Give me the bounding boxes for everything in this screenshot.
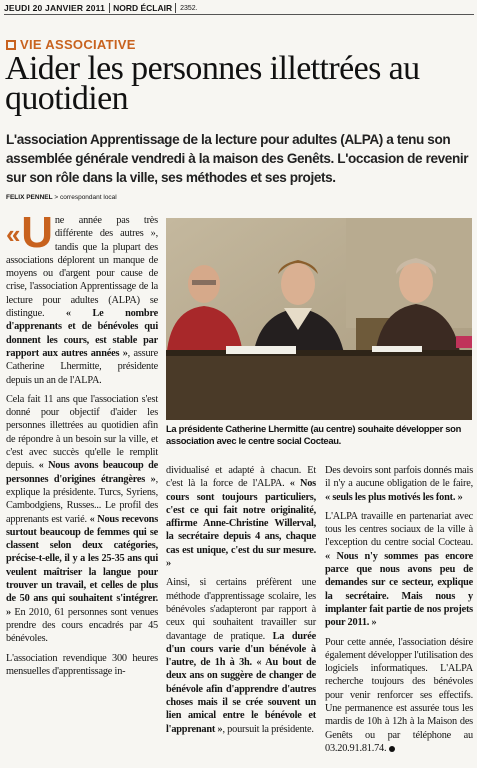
text-run: Pour cette année, l'association désire également développer l'utilisation des logiciels informatiques. L'ALPA recherche toujours des bénévoles pour venir renforcer ses effectifs. Une permanence est assurée tous les mardis de 10h à 12h à la Maison des Genêts ou par téléphone au 03.20.91.81.74. [325, 636, 473, 754]
paragraph-2 [6, 393, 158, 646]
article-photo [166, 218, 472, 420]
rubric-square-icon [6, 40, 16, 50]
paragraph-3: L'association revendique 300 heures mensuelles d'apprentissage in- [6, 652, 158, 677]
end-of-article-icon [389, 746, 395, 752]
quote-bold: « Nous n'y sommes pas encore parce que nous avons peu de demandes sur ce secteur, explique la secrétaire. Mais nous y implanter fait partie de nos projets pour 2011. » [325, 550, 473, 629]
text-run: Ainsi, si certains préfèrent une méthode d'apprentissage scolaire, les bénévoles s'adapteront par rapport à ceux qui souhaitent travailler sur davantage de pratique. [166, 577, 316, 642]
quote-bold: « Le nombre d'apprenants et de bénévoles qui donnent les cours, est stable par rapport aux autres années » [6, 308, 159, 359]
quote-bold: « seuls les plus motivés les font. » [325, 491, 463, 503]
article-column-2 [166, 464, 316, 742]
quote-bold: La durée d'un cours varie d'un bénévole à l'autre, de 1h à 3h. « Au bout de deux ans on suggère de changer de bénévole afin d'apprendre d'autres choses mais il se crée souvent un lien amical entre le bénévole et l'apprenant » [166, 630, 317, 735]
byline [6, 194, 117, 201]
paragraph-3 [325, 636, 473, 756]
text-run: , explique la présidente. Turcs, Syriens, Cambodgiens, Russes... Le profil des apprenants est varié. [6, 473, 158, 525]
article-column-1 [6, 208, 159, 684]
article-lead: L'association Apprentissage de la lecture pour adultes (ALPA) a tenu son assemblée générale vendredi à la maison des Genêts. L'occasion de revenir sur son rôle dans la ville, ses méthodes et ses projets. [6, 132, 469, 185]
quote-bold: « Nous avons beaucoup de personnes d'origines étrangères » [6, 460, 158, 485]
text-run: Cela fait 11 ans que l'association s'est donné pour objectif d'aider les personnes illettrées au quotidien afin de répondre à un besoin sur la ville, et c'est avec succès qu'elle le remplit depuis. [6, 393, 158, 472]
article-column-3 [325, 464, 473, 761]
byline-separator: > [54, 194, 61, 201]
page-header [4, 2, 474, 15]
paragraph-2 [166, 576, 316, 736]
opening-quote-mark: « [6, 219, 21, 249]
paragraph-2 [325, 510, 473, 630]
paragraph-1 [166, 464, 316, 570]
text-run: L'ALPA travaille en partenariat avec tous les centres sociaux de la ville à l'exception du centre social Cocteau. [325, 510, 473, 549]
rubric-label: VIE ASSOCIATIVE [20, 37, 136, 52]
drop-cap: U [21, 208, 53, 257]
text-run: , assure Catherine Lhermitte, présidente depuis un an de l'ALPA. [6, 347, 158, 386]
photo-caption: La présidente Catherine Lhermitte (au centre) souhaite développer son association avec le centre social Cocteau. [166, 423, 461, 446]
byline-role: correspondant local [60, 194, 117, 201]
issue-date: JEUDI 20 JANVIER 2011 [4, 3, 106, 13]
text-run: ne année pas très différente des autres », tandis que la plupart des associations déplorent un manque de moyens ou d'argent pour cause de crise, l'association Apprentissage de la lecture pour adultes (ALPA) se distingue. [6, 215, 158, 320]
article-title: Aider les personnes illettrées au quotidien [5, 50, 420, 117]
quote-bold: « Nos cours sont toujours particuliers, c'est ce qui fait notre originalité, affirme Anne-Christine Willerval, la secrétaire depuis 4 ans, chaque cas est unique, c'est du sur mesure. » [166, 478, 316, 570]
quote-bold: « Nous recevons surtout beaucoup de femmes qui se classent selon deux catégories, précise-t-elle, il y a les 25-35 ans qui veulent maîtriser la langue pour trouver un travail, et celles de plus de 50 ans qui souhaitent s'intégrer. » [6, 513, 158, 618]
text-run: dividualisé et adapté à chacun. Et c'est là la force de l'ALPA. [166, 465, 316, 490]
text-run: Des devoirs sont parfois donnés mais il n'y a aucune obligation de le faire, [325, 465, 473, 490]
text-run: En 2010, 61 personnes sont venues prendre des cours encadrés par 45 bénévoles. [6, 606, 158, 645]
photo-illustration [166, 218, 472, 420]
newspaper-name: NORD ÉCLAIR [109, 3, 176, 13]
paragraph-1 [325, 464, 473, 504]
paragraph-1 [6, 208, 159, 387]
byline-author: FELIX PENNEL [6, 194, 53, 201]
text-run: , poursuit la présidente. [222, 723, 314, 735]
page-number: 2352. [180, 4, 198, 12]
